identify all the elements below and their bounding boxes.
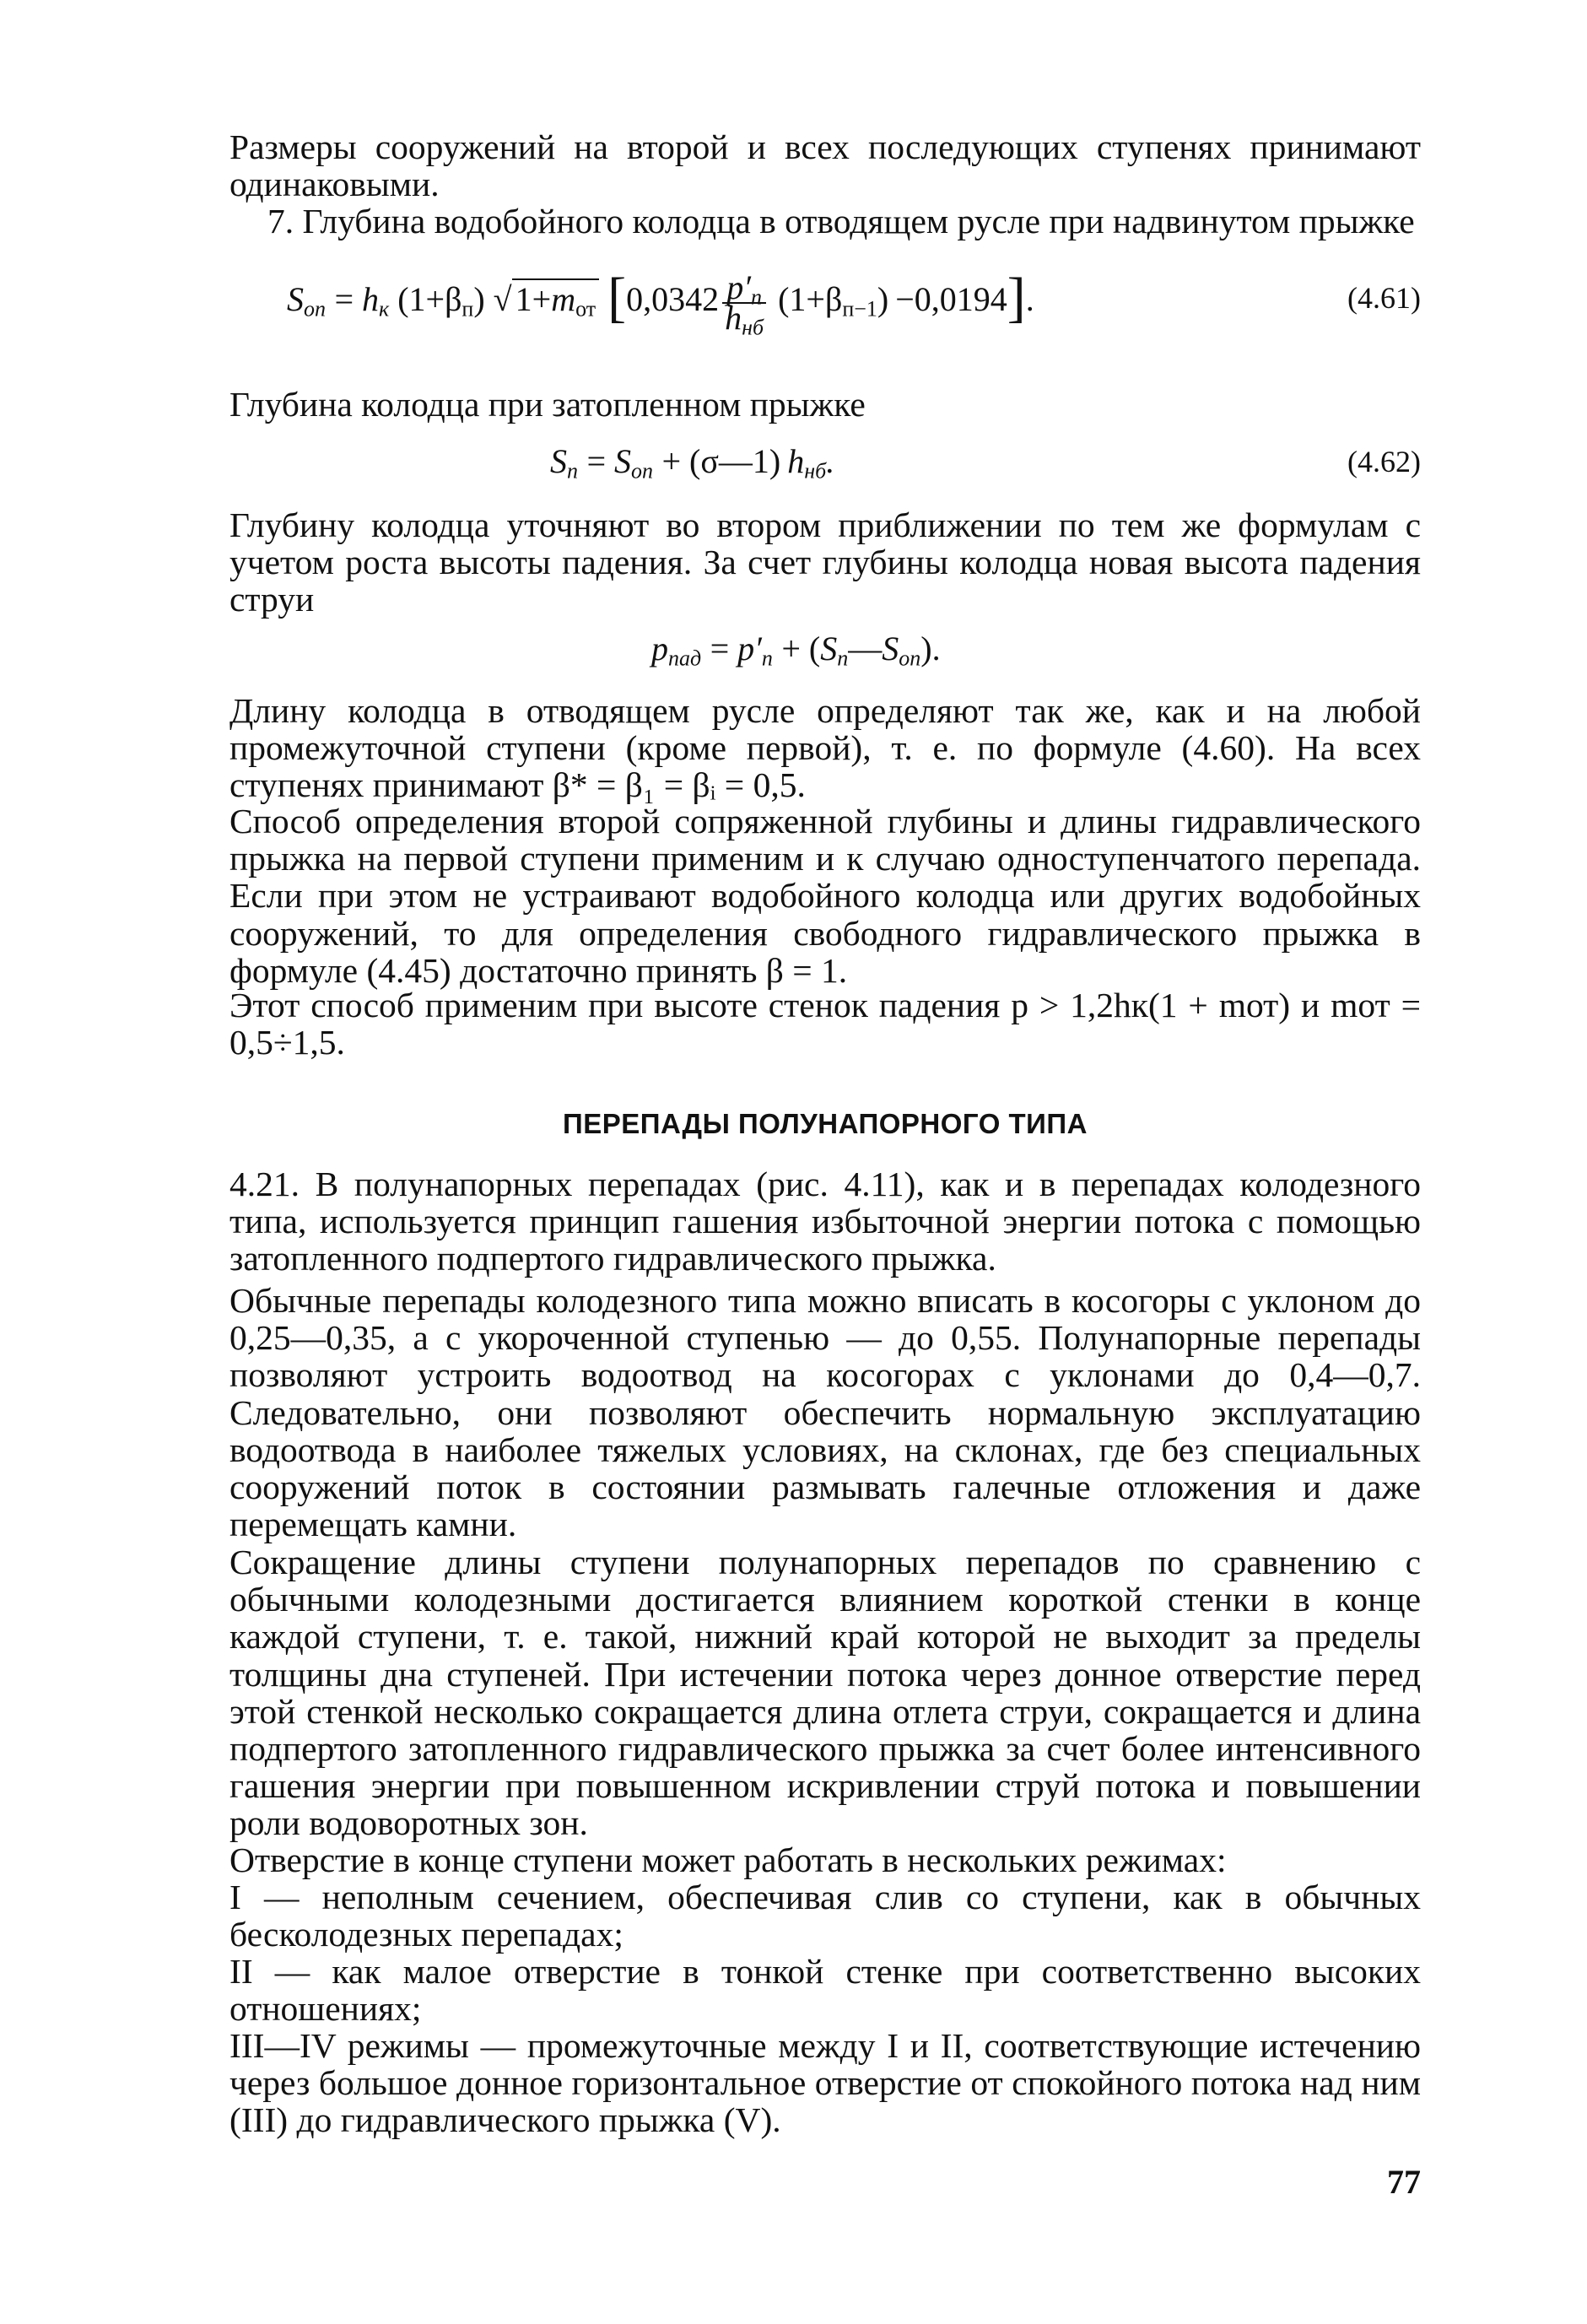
paragraph-pool-length: Длину колодца в отводящем русле определяют так же, как и на любой промежуточной ступени (кроме первой), т. е. по формуле (4.60). На всех ступенях принимают β* = β₁ = βᵢ = 0,5.	[229, 691, 1421, 805]
paragraph-step-reduction: Сокращение длины ступени полунапорных перепадов по сравнению с обычными колодезными достигается влиянием короткой стенки в конце каждой ступени, т. е. такой, нижний край которой не выходит за пределы толщины дна ступеней. При истечении потока через донное отверстие перед этой стенкой несколько сокращается длина отлета струи, сокращается и длина подпертого затопленного гидравлического прыжка за счет более интенсивного гашения энергии при повышенном искривлении струй потока и повышении роли водоворотных зон.	[229, 1543, 1421, 1843]
paragraph-modes-intro: Отверстие в конце ступени может работать в нескольких режимах:	[229, 1840, 1227, 1879]
paragraph-mode-3-4: III—IV режимы — промежуточные между I и II, соответствующие истечению через большое донное горизонтальное отверстие от спокойного потока над ним (III) до гидравлического прыжка (V).	[229, 2026, 1421, 2140]
paragraph-ordinary-drops: Обычные перепады колодезного типа можно вписать в косогоры с уклоном до 0,25—0,35, а с укороченной ступенью — до 0,55. Полунапорные перепады позволяют устроить водоотвод на косогорах с уклонами до 0,4—0,7. Следовательно, они позволяют обеспечить нормальную эксплуатацию водоотвода в наиболее тяжелых условиях, на склонах, где без специальных сооружений поток в состоянии размывать галечные отложения и даже перемещать камни.	[229, 1281, 1421, 1544]
paragraph-refinement: Глубину колодца уточняют во втором приближении по тем же формулам с учетом роста высоты падения. За счет глубины колодца новая высота падения струи	[229, 505, 1421, 619]
formula-4-61-coef: 0,0342	[626, 280, 720, 319]
page-number: 77	[1387, 2163, 1421, 2201]
formula-4-61-const: 0,0194	[914, 280, 1007, 319]
paragraph-mode-2: II — как малое отверстие в тонкой стенке при соответственно высоких отношениях;	[229, 1952, 1421, 2029]
paragraph-applicability: Этот способ применим при высоте стенок падения p > 1,2hк(1 + mот) и mот = 0,5÷1,5.	[229, 986, 1421, 1062]
paragraph-flooded-jump: Глубина колодца при затопленном прыжке	[229, 385, 866, 424]
formula-fall-height	[229, 630, 1421, 672]
formula-fall-height-body: $p_{пад} = p'_п$ + $(S_п—S_{оп})$.	[651, 630, 941, 671]
formula-4-62	[229, 442, 1421, 484]
paragraph-pool-depth: 7. Глубина водобойного колодца в отводящем русле при надвинутом прыжке	[267, 202, 1415, 241]
paragraph-method: Способ определения второй сопряженной глубины и длины гидравлического прыжка на первой ступени применим и к случаю одноступенчатого перепада. Если при этом не устраивают водобойного колодца или других водобойных сооружений, то для определения свободного гидравлического прыжка в формуле (4.45) достаточно принять β = 1.	[229, 802, 1421, 990]
paragraph-4-21: 4.21. В полунапорных перепадах (рис. 4.11), как и в перепадах колодезного типа, используется принцип гашения избыточной энергии потока с помощью затопленного подпертого гидравлического прыжка.	[229, 1165, 1421, 1278]
equation-number-4-61: (4.61)	[1347, 281, 1421, 315]
equation-number-4-62: (4.62)	[1347, 445, 1421, 478]
formula-4-61-body: $S_{оп} = h_к$ $(1+\beta_п)$ √ $1+m_{от}$ [0,0342 $\frac{p'_п}{h_{нб}}$ $(1+\beta_{п-1}) -0,0194$].	[287, 267, 1034, 340]
formula-4-62-body: $S_п = S_{оп}$ + (σ—1) $h_{нб}$.	[550, 442, 835, 484]
section-heading: ПЕРЕПАДЫ ПОЛУНАПОРНОГО ТИПА	[563, 1108, 1088, 1139]
formula-4-61	[229, 267, 1421, 340]
paragraph-dimensions: Размеры сооружений на второй и всех последующих ступенях принимают одинаковыми.	[229, 127, 1421, 204]
paragraph-mode-1: I — неполным сечением, обеспечивая слив со ступени, как в обычных бесколодезных перепадах;	[229, 1878, 1421, 1954]
